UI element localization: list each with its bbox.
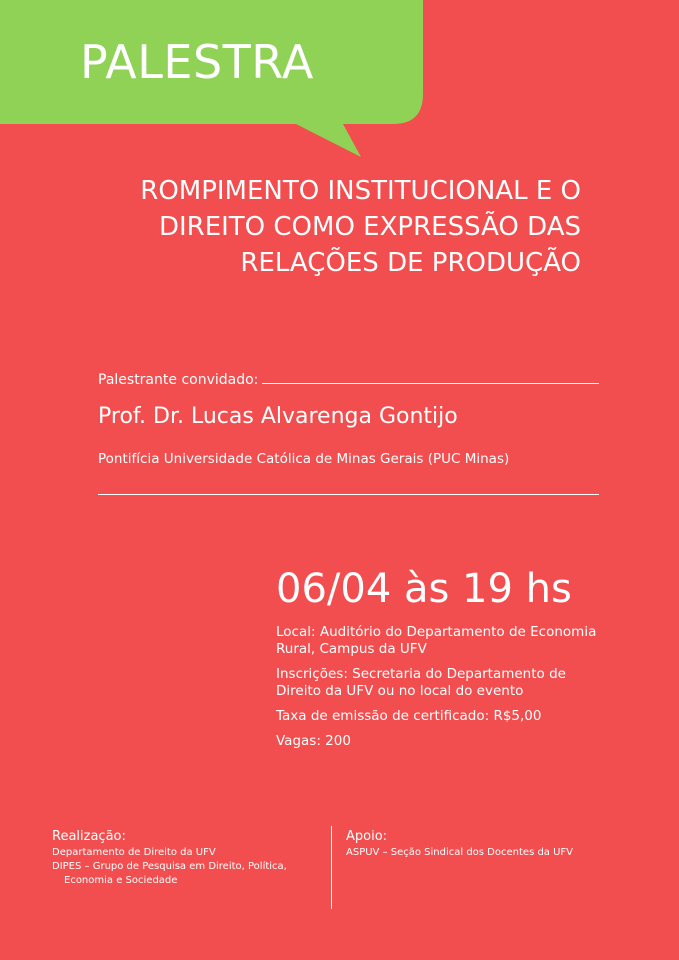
badge-title: PALESTRA xyxy=(80,35,314,89)
event-datetime: 06/04 às 19 hs xyxy=(276,566,572,612)
divider-line xyxy=(262,383,599,384)
footer-heading: Realização: xyxy=(52,829,126,844)
event-registration: Inscrições: Secretaria do Departamento de Direito da UFV ou no local do evento xyxy=(276,666,566,699)
speaker-label-row xyxy=(98,370,599,390)
footer-item: Departamento de Direito da UFV xyxy=(52,847,216,858)
footer-apoio xyxy=(346,828,646,860)
lecture-title-line: ROMPIMENTO INSTITUCIONAL E O xyxy=(140,176,581,206)
footer-divider xyxy=(331,826,332,909)
footer-realizacao xyxy=(52,828,322,888)
event-certificate-fee: Taxa de emissão de certificado: R$5,00 xyxy=(276,708,542,724)
lecture-title-line: RELAÇÕES DE PRODUÇÃO xyxy=(240,248,581,278)
footer-item: ASPUV – Seção Sindical dos Docentes da UFV xyxy=(346,847,574,858)
lecture-title xyxy=(61,173,581,281)
footer-heading: Apoio: xyxy=(346,829,388,844)
event-details xyxy=(276,624,606,758)
event-location: Local: Auditório do Departamento de Economia Rural, Campus da UFV xyxy=(276,624,597,657)
footer-item: DIPES – Grupo de Pesquisa em Direito, Política, xyxy=(52,861,287,872)
speaker-label: Palestrante convidado: xyxy=(98,372,259,388)
divider-line xyxy=(98,494,599,495)
lecture-title-line: DIREITO COMO EXPRESSÃO DAS xyxy=(158,212,581,242)
speaker-name: Prof. Dr. Lucas Alvarenga Gontijo xyxy=(98,404,458,429)
footer-item: Economia e Sociedade xyxy=(64,875,178,886)
speaker-institution: Pontifícia Universidade Católica de Minas Gerais (PUC Minas) xyxy=(98,451,510,467)
speech-bubble-badge xyxy=(0,0,679,160)
event-seats: Vagas: 200 xyxy=(276,733,351,749)
